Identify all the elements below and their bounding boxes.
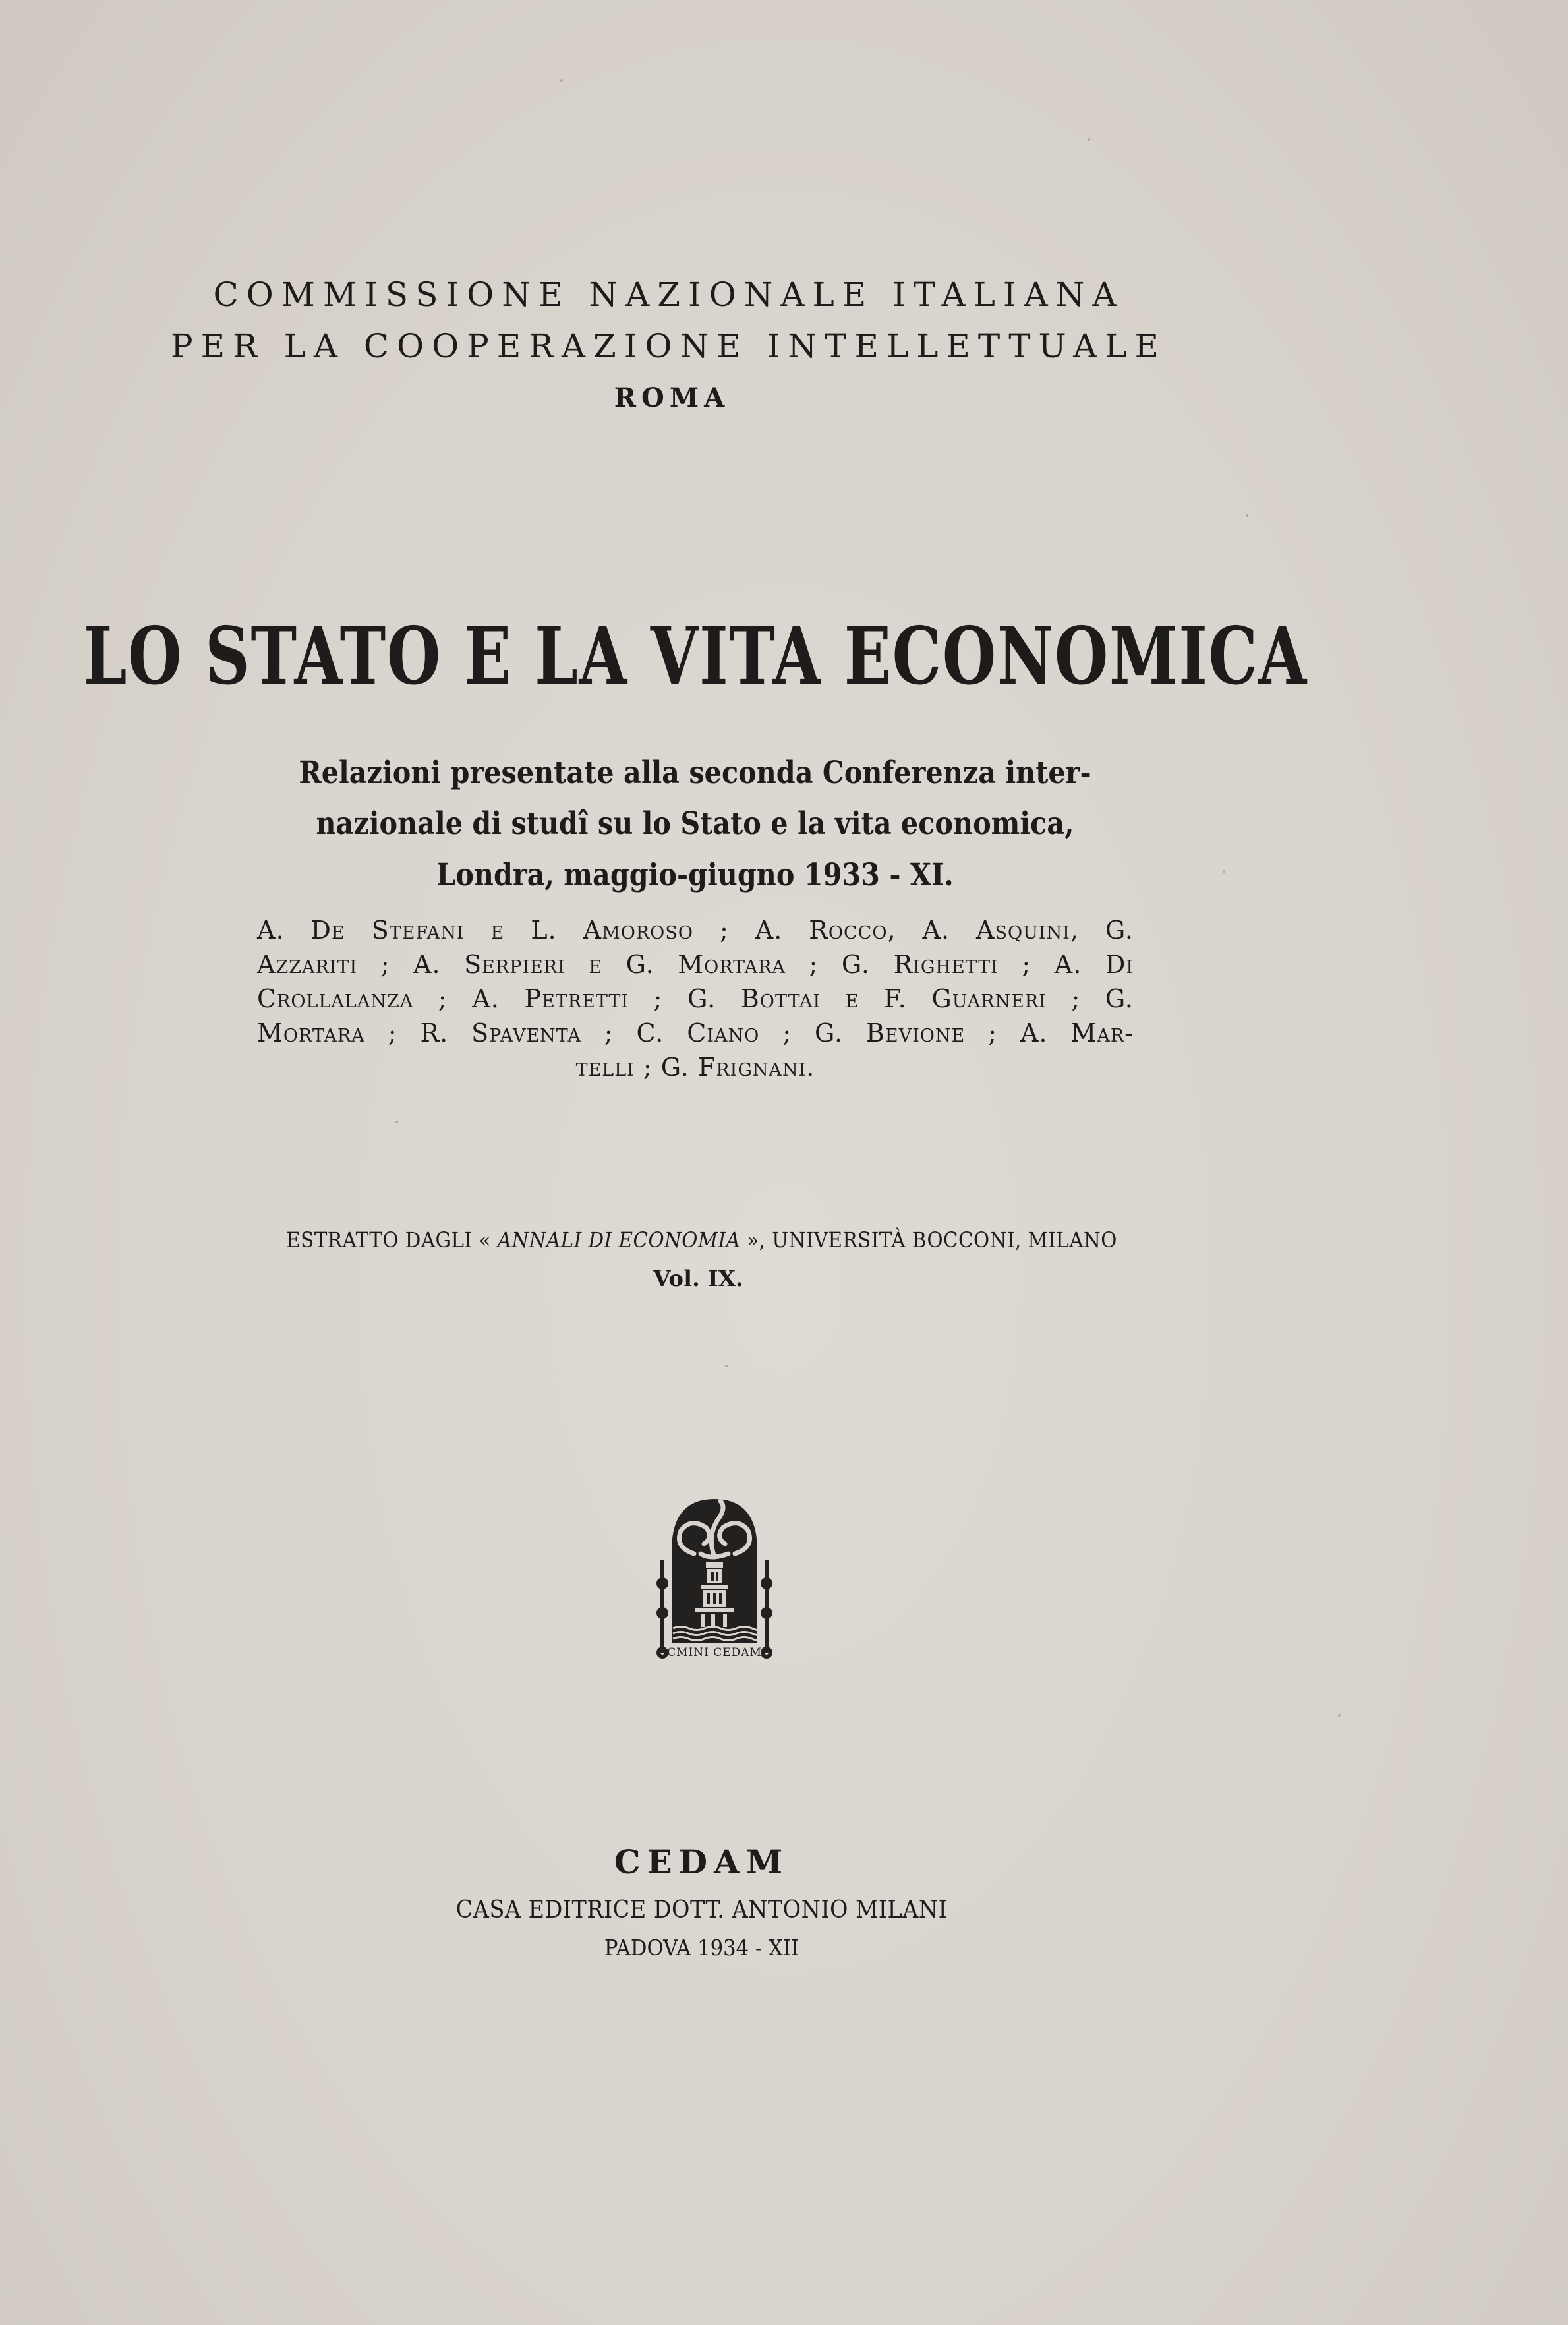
- extract-suffix: », UNIVERSITÀ BOCCONI, MILANO: [747, 1227, 1117, 1252]
- author-line: Mortara ; R. Spaventa ; C. Ciano ; G. Bevione ; A. Mar-: [257, 1018, 1134, 1047]
- subtitle-line-1: Relazioni presentate alla seconda Conferenza inter-: [299, 755, 1091, 791]
- emblem-motto: CMINI CEDAM: [667, 1646, 762, 1659]
- paper-speck: [1246, 514, 1248, 517]
- author-line: A. De Stefani e L. Amoroso ; A. Rocco, A. Asquini, G.: [257, 916, 1134, 945]
- author-list: [257, 913, 1134, 1084]
- institution-line-1: COMMISSIONE NAZIONALE ITALIANA: [213, 276, 1124, 314]
- paper-speck: [1338, 1714, 1341, 1717]
- publisher-emblem-icon: [654, 1491, 774, 1660]
- paper-speck: [395, 1121, 398, 1123]
- paper-speck: [725, 1365, 728, 1367]
- publication-place-date: PADOVA 1934 - XII: [604, 1935, 799, 1960]
- journal-title: ANNALI DI ECONOMIA: [497, 1227, 741, 1252]
- paper-speck: [560, 79, 563, 82]
- volume-number: Vol. IX.: [653, 1266, 743, 1292]
- author-line: telli ; G. Frignani.: [575, 1053, 815, 1082]
- publisher-name: CEDAM: [614, 1842, 790, 1881]
- subtitle-line-3: Londra, maggio-giugno 1933 - XI.: [436, 857, 954, 893]
- author-line: Crollalanza ; A. Petretti ; G. Bottai e F. Guarneri ; G.: [257, 984, 1134, 1013]
- paper-speck: [1088, 138, 1090, 141]
- extract-prefix: ESTRATTO DAGLI «: [286, 1227, 491, 1252]
- author-line: Azzariti ; A. Serpieri e G. Mortara ; G. Righetti ; A. Di: [257, 950, 1134, 979]
- institution-line-2: PER LA COOPERAZIONE INTELLETTUALE: [171, 327, 1167, 365]
- subtitle-line-2: nazionale di studî su lo Stato e la vita economica,: [316, 806, 1074, 842]
- institution-city: ROMA: [614, 382, 730, 413]
- publisher-house: CASA EDITRICE DOTT. ANTONIO MILANI: [455, 1897, 948, 1924]
- book-title: LO STATO E LA VITA ECONOMICA: [83, 610, 1308, 703]
- extract-note: [0, 1227, 1423, 1252]
